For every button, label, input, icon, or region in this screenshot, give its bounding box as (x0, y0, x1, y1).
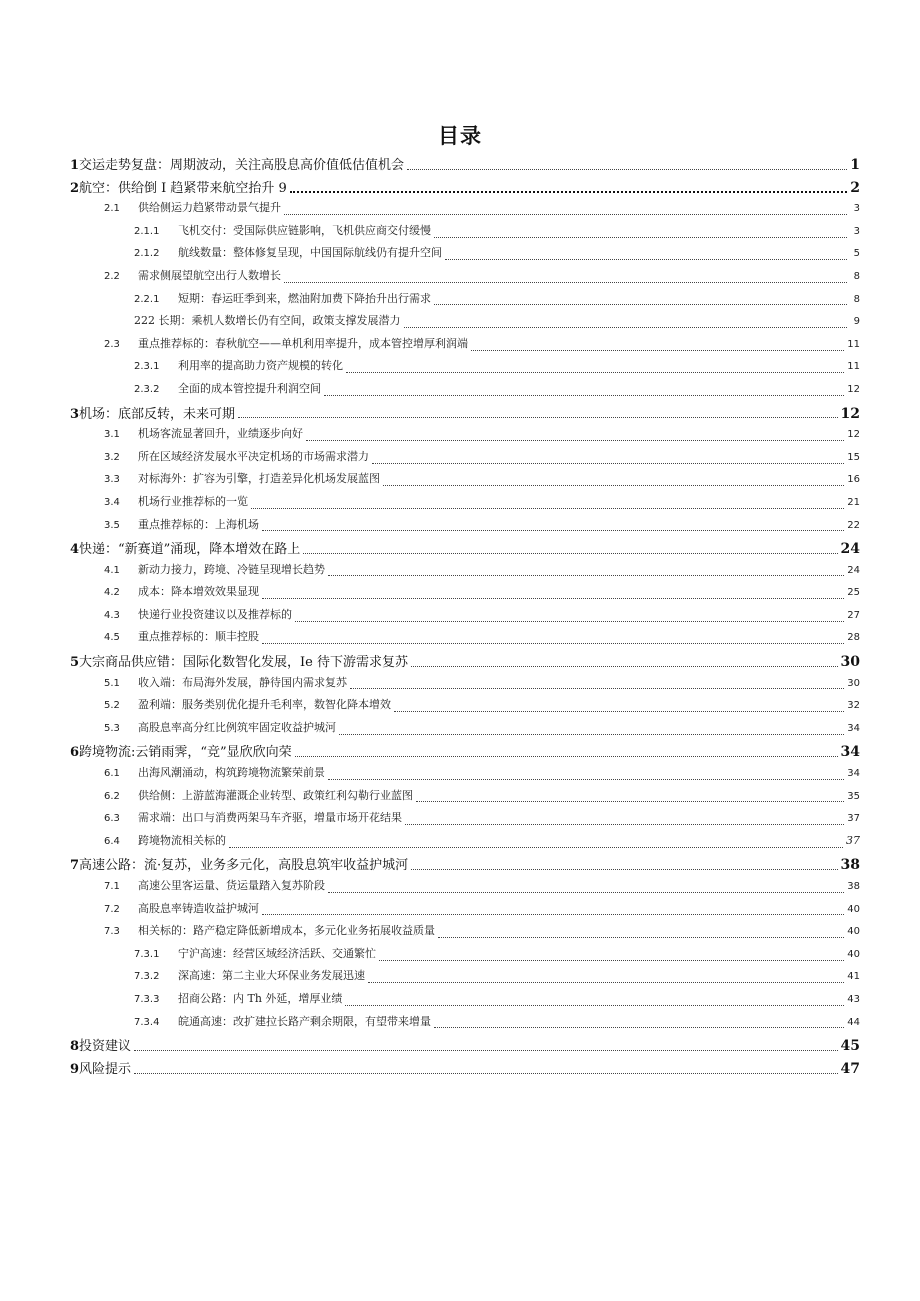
toc-entry-page: 24 (840, 541, 860, 558)
toc-entry[interactable] (70, 199, 860, 222)
toc-entry-number: 5.2 (104, 700, 120, 712)
toc-entry-label: 机场客流显著回升，业绩逐步向好 (138, 427, 303, 441)
toc-entry-page: 24 (847, 564, 860, 576)
toc-entry[interactable] (70, 425, 860, 448)
toc-entry-number: 2.1.1 (134, 225, 160, 237)
toc-entry[interactable] (70, 674, 860, 697)
toc-entry[interactable] (70, 177, 860, 200)
toc-entry-label: 高股息率铸造收益护城河 (138, 901, 259, 915)
toc-entry-number: 5.3 (104, 722, 120, 734)
toc-entry-page: 45 (840, 1038, 860, 1055)
toc-entry[interactable] (70, 809, 860, 832)
toc-entry-page: 38 (847, 881, 860, 892)
toc-entry-page: 47 (840, 1060, 860, 1077)
toc-entry-page: 9 (853, 316, 860, 328)
toc-entry-page: 43 (847, 993, 860, 1005)
toc-entry-number: 7.3.2 (134, 971, 160, 983)
toc-entry-label: 对标海外：扩容为引擎，打造差异化机场发展蓝图 (138, 472, 380, 486)
toc-entry-page: 25 (847, 587, 860, 599)
toc-leader-dots (368, 982, 844, 983)
toc-title: 目录 (438, 124, 482, 148)
toc-leader-dots (134, 1073, 838, 1074)
toc-entry[interactable] (70, 561, 860, 584)
toc-entry-number: 8 (70, 1039, 80, 1055)
toc-leader-dots (346, 372, 844, 373)
toc-entry-number: 3.2 (104, 451, 120, 463)
toc-entry[interactable] (70, 470, 860, 493)
toc-entry-number: 1 (70, 158, 80, 173)
toc-entry-label: 皖通高速：改扩建拉长路产剩余期限，有望带来增量 (178, 1014, 431, 1028)
toc-leader-dots (328, 892, 844, 893)
toc-entry[interactable] (70, 787, 860, 810)
toc-entry-number: 5 (70, 655, 80, 671)
toc-entry-page: 34 (840, 744, 860, 761)
toc-entry-label: 重点推荐标的：顺丰控股 (138, 630, 259, 644)
toc-leader-dots (251, 508, 844, 509)
toc-entry[interactable] (70, 651, 860, 674)
toc-entry-page: 11 (847, 338, 860, 350)
toc-leader-dots (434, 304, 847, 305)
toc-entry-label: 快递行业投资建议以及推荐标的 (138, 607, 292, 621)
toc-entry-page: 8 (853, 270, 860, 282)
toc-entry-number: 9 (70, 1061, 80, 1077)
toc-leader-dots (411, 869, 837, 870)
toc-entry[interactable] (70, 380, 860, 403)
toc-entry-label: 快递：“新赛道”涌现，降本增效在路上 (79, 542, 301, 558)
toc-entry-page: 21 (847, 496, 860, 508)
toc-leader-dots (434, 1027, 844, 1028)
toc-entry-page: 30 (840, 654, 860, 671)
toc-entry[interactable] (70, 922, 860, 945)
toc-entry-label: 深高速：第二主业大环保业务发展迅速 (178, 969, 365, 983)
toc-entry-number: 7.3.4 (134, 1016, 160, 1028)
toc-entry-label: 收入端：布局海外发展，静待国内需求复苏 (138, 675, 347, 689)
toc-entry[interactable] (70, 244, 860, 267)
toc-leader-dots (238, 417, 838, 418)
toc-entry[interactable] (70, 606, 860, 629)
toc-entry[interactable] (70, 222, 860, 245)
toc-entry-page: 16 (847, 474, 860, 486)
toc-entry[interactable] (70, 357, 860, 380)
toc-leader-dots (383, 485, 844, 486)
toc-leader-dots (345, 1005, 844, 1006)
toc-entry-page: 34 (847, 722, 860, 734)
toc-entry-label: 出海风潮涌动，构筑跨境物流繁荣前景 (138, 766, 325, 780)
toc-entry[interactable] (70, 516, 860, 539)
toc-entry-number: 6.2 (104, 790, 120, 802)
toc-leader-dots (290, 191, 847, 193)
toc-entry-label: 重点推荐标的：春秋航空——单机利用率提升，成本管控增厚利润端 (138, 336, 468, 350)
toc-entry-page: 41 (847, 971, 860, 983)
toc-entry-label: 机场行业推荐标的一览 (138, 494, 248, 508)
toc-entry-page: 3 (853, 225, 860, 237)
toc-entry-number: 7.2 (104, 903, 120, 915)
toc-entry-label: 机场：底部反转，未来可期 (79, 406, 236, 422)
toc-entry-page: 1 (850, 157, 860, 173)
toc-entry-label: 跨境物流:云销雨霁，“竞”显欣欣向荣 (79, 745, 292, 761)
toc-entry-number: 2.1 (104, 203, 120, 215)
toc-entry-page: 27 (847, 609, 860, 621)
toc-entry-number: 6.4 (104, 835, 120, 847)
toc-entry-label: 大宗商品供应错：国际化数智化发展，Ie 待下游需求复苏 (79, 655, 408, 671)
toc-leader-dots (328, 779, 844, 780)
toc-entry[interactable] (70, 900, 860, 923)
toc-entry[interactable] (70, 832, 860, 855)
toc-entry-page: 32 (847, 700, 860, 712)
toc-entry-label: 成本：降本增效效果显现 (138, 585, 259, 599)
toc-entry-label: 222 长期：乘机人数增长仍有空间，政策支撑发展潜力 (134, 314, 401, 328)
toc-entry-label: 风险提示 (79, 1061, 132, 1077)
toc-entry[interactable] (70, 1058, 860, 1081)
toc-entry-label: 航空：供给倒 I 趋紧带来航空抬升 9 (79, 180, 287, 196)
toc-entry-page: 30 (847, 677, 860, 689)
toc-entry-number: 7.3 (104, 926, 120, 938)
toc-entry-page: 5 (853, 248, 860, 260)
toc-entry-page: 28 (847, 632, 860, 644)
toc-entry-label: 盈利端：服务类别优化提升毛利率，数智化降本增效 (138, 698, 391, 712)
toc-entry[interactable] (70, 990, 860, 1013)
toc-entry-page: 22 (847, 519, 860, 531)
toc-entry[interactable] (70, 696, 860, 719)
toc-entry-number: 4 (70, 542, 80, 558)
toc-leader-dots (372, 463, 844, 464)
toc-entry[interactable] (70, 448, 860, 471)
toc-entry-number: 2.3.2 (134, 383, 160, 395)
toc-entry-number: 3.1 (104, 429, 120, 441)
toc-leader-dots (445, 259, 847, 260)
toc-entry[interactable] (70, 764, 860, 787)
toc-entry[interactable] (70, 967, 860, 990)
toc-entry[interactable] (70, 290, 860, 313)
toc-entry-number: 2.3.1 (134, 361, 160, 373)
toc-entry-page: 34 (847, 768, 860, 780)
toc-entry[interactable] (70, 154, 860, 177)
toc-entry-page: 12 (847, 429, 860, 441)
toc-leader-dots (438, 937, 844, 938)
toc-entry[interactable] (70, 403, 860, 426)
toc-entry-label: 高速公路：流·复苏，业务多元化，高股息筑牢收益护城河 (79, 858, 409, 874)
toc-entry[interactable] (70, 741, 860, 764)
toc-entry-label: 供给侧：上游蓝海灌溉企业转型、政策红利勾勒行业蓝图 (138, 788, 413, 802)
toc-entry-label: 宁沪高速：经营区域经济活跃、交通繁忙 (178, 946, 376, 960)
toc-entry-page: 15 (847, 451, 860, 463)
toc-leader-dots (306, 440, 844, 441)
toc-entry-number: 2 (70, 180, 80, 196)
toc-leader-dots (134, 1050, 838, 1051)
toc-entry-page: 38 (840, 857, 860, 874)
toc-entry-number: 6 (70, 745, 80, 761)
toc-entry[interactable] (70, 267, 860, 290)
table-of-contents (70, 154, 860, 1080)
toc-leader-dots (411, 666, 838, 667)
toc-entry-number: 6.1 (104, 768, 120, 780)
toc-entry-label: 所在区域经济发展水平决定机场的市场需求潜力 (138, 449, 369, 463)
toc-leader-dots (434, 237, 847, 238)
toc-leader-dots (350, 688, 844, 689)
toc-entry-label: 短期：春运旺季到来，燃油附加费下降抬升出行需求 (178, 291, 431, 305)
toc-entry-number: 2.2 (104, 270, 120, 282)
toc-entry-number: 7 (70, 858, 80, 874)
toc-entry-label: 高股息率高分红比例筑牢固定收益护城河 (138, 720, 336, 734)
toc-leader-dots (404, 327, 848, 328)
toc-entry[interactable] (70, 493, 860, 516)
toc-leader-dots (324, 395, 844, 396)
toc-leader-dots (405, 824, 844, 825)
toc-entry-number: 3.4 (104, 496, 120, 508)
toc-entry-label: 供给侧运力趋紧带动景气提升 (138, 201, 281, 215)
toc-entry-page: 35 (847, 790, 860, 802)
toc-entry-number: 3.5 (104, 519, 120, 531)
toc-entry-page: 3 (853, 203, 860, 215)
toc-entry-label: 跨境物流相关标的 (138, 833, 226, 847)
toc-entry-number: 7.3.3 (134, 993, 160, 1005)
toc-leader-dots (284, 214, 847, 215)
toc-leader-dots (339, 734, 844, 735)
toc-entry-page: 44 (847, 1016, 860, 1028)
toc-entry-number: 5.1 (104, 677, 120, 689)
toc-leader-dots (295, 756, 838, 757)
toc-entry-label: 航线数量：整体修复呈现，中国国际航线仍有提升空间 (178, 246, 442, 260)
toc-entry[interactable] (70, 854, 860, 877)
toc-entry-number: 3 (70, 406, 80, 422)
toc-entry-label: 投资建议 (79, 1039, 132, 1055)
toc-entry-number: 4.5 (104, 632, 120, 644)
toc-leader-dots (295, 621, 844, 622)
toc-entry-label: 招商公路：内 Th 外延，增厚业绩 (178, 991, 343, 1005)
toc-entry-number: 2.2.1 (134, 293, 160, 305)
toc-leader-dots (262, 530, 844, 531)
toc-entry-label: 飞机交付：受国际供应链影响，飞机供应商交付缓慢 (178, 223, 431, 237)
toc-entry[interactable] (70, 719, 860, 742)
toc-entry[interactable] (70, 628, 860, 651)
toc-entry-label: 需求端：出口与消费两架马车齐驱，增量市场开花结果 (138, 811, 402, 825)
toc-entry-page: 11 (847, 361, 860, 373)
toc-entry-label: 交运走势复盘：周期波动，关注高股息高价值低估值机会 (79, 158, 405, 173)
toc-entry-number: 4.3 (104, 609, 120, 621)
toc-leader-dots (416, 801, 844, 802)
toc-entry-number: 3.3 (104, 474, 120, 486)
toc-leader-dots (394, 711, 844, 712)
toc-entry[interactable] (70, 1035, 860, 1058)
toc-entry-label: 需求侧展望航空出行人数增长 (138, 268, 281, 282)
toc-entry-label: 全面的成本管控提升利润空间 (178, 381, 321, 395)
toc-entry-label: 重点推荐标的：上海机场 (138, 517, 259, 531)
toc-entry-page: 40 (847, 903, 860, 915)
toc-entry-number: 4.2 (104, 587, 120, 599)
toc-entry-page: 40 (847, 948, 860, 960)
toc-leader-dots (407, 169, 847, 170)
toc-entry-label: 高速公里客运量、货运量踏入复苏阶段 (138, 879, 325, 892)
toc-leader-dots (284, 282, 847, 283)
toc-entry-number: 7.1 (104, 881, 120, 892)
toc-entry-label: 相关标的：路产稳定降低新增成本，多元化业务拓展收益质量 (138, 924, 435, 938)
toc-entry[interactable] (70, 583, 860, 606)
toc-entry-page: 8 (853, 293, 860, 305)
toc-entry[interactable] (70, 877, 860, 900)
toc-entry-number: 6.3 (104, 813, 120, 825)
toc-entry-number: 2.1.2 (134, 248, 160, 260)
toc-entry-page: 37 (846, 833, 860, 847)
toc-leader-dots (328, 575, 844, 576)
toc-entry[interactable] (70, 335, 860, 358)
toc-entry[interactable] (70, 538, 860, 561)
toc-entry-page: 12 (840, 405, 860, 422)
toc-entry-page: 37 (847, 813, 860, 825)
toc-leader-dots (379, 960, 844, 961)
toc-entry[interactable] (70, 945, 860, 968)
toc-leader-dots (303, 553, 837, 554)
toc-entry[interactable] (70, 312, 860, 335)
toc-leader-dots (471, 350, 844, 351)
toc-entry-page: 12 (847, 383, 860, 395)
toc-leader-dots (262, 643, 844, 644)
toc-entry-number: 7.3.1 (134, 948, 160, 960)
toc-entry-number: 2.3 (104, 338, 120, 350)
toc-entry-label: 利用率的提高助力资产规模的转化 (178, 359, 343, 373)
toc-entry-page: 40 (847, 926, 860, 938)
toc-entry-page: 2 (850, 179, 860, 196)
toc-entry-label: 新动力接力，跨境、冷链呈现增长趋势 (138, 562, 325, 576)
toc-entry-number: 4.1 (104, 564, 120, 576)
toc-leader-dots (262, 914, 844, 915)
toc-entry[interactable] (70, 1013, 860, 1036)
toc-leader-dots (262, 598, 844, 599)
toc-leader-dots (229, 847, 843, 848)
